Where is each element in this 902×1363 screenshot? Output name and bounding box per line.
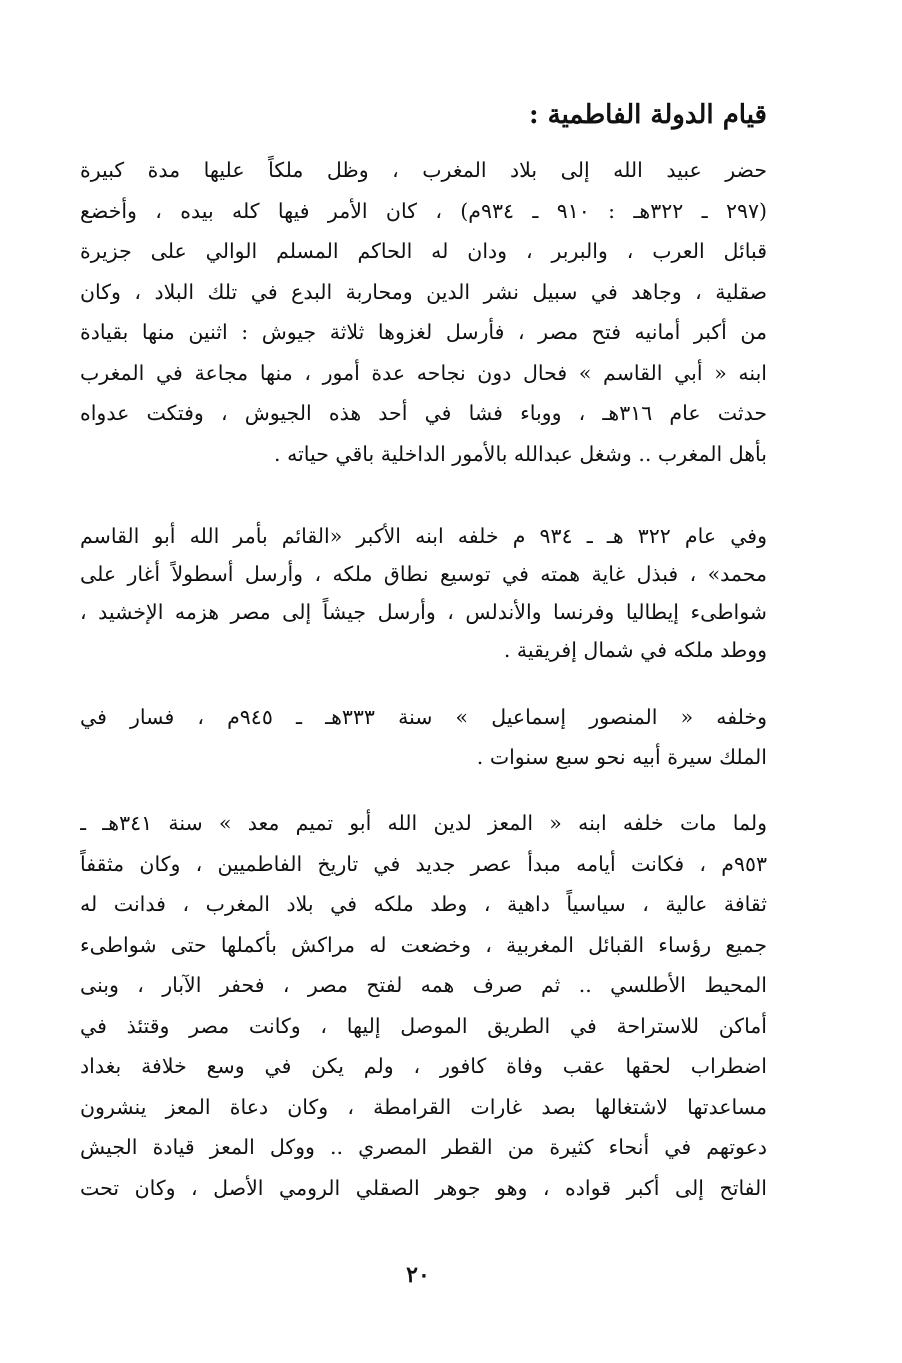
paragraph-1 [80,150,767,474]
text-line: جميع رؤساء القبائل المغربية ، وخضعت له مراكش بأكملها حتى شواطىء [80,932,767,957]
page-number: ٢٠ [406,1262,430,1288]
text-line: الملك سيرة أبيه نحو سبع سنوات . [476,745,767,769]
text-line: ووطد ملكه في شمال إفريقية . [503,638,767,662]
text-line: قبائل العرب ، والبربر ، ودان له الحاكم المسلم الوالي على جزيرة [80,239,767,263]
text-line: المحيط الأطلسي .. ثم صرف همه لفتح مصر ، فحفر الآبار ، وبنى [80,973,767,997]
text-line: حدثت عام ٣١٦هـ ، ووباء فشا في أحد هذه الجيوش ، وفتكت عدواه [80,401,767,425]
text-line: ولما مات خلفه ابنه « المعز لدين الله أبو تميم معد » سنة ٣٤١هـ ـ [80,811,767,835]
text-line: (٢٩٧ ـ ٣٢٢هـ : ٩١٠ ـ ٩٣٤م) ، كان الأمر فيها كله بيده ، وأخضع [80,198,767,223]
text-line: بأهل المغرب .. وشغل عبدالله بالأمور الداخلية باقي حياته . [274,441,767,466]
paragraph-4 [80,803,767,1208]
text-line: اضطراب لحقها عقب وفاة كافور ، ولم يكن في وسع خلافة بغداد [80,1054,767,1078]
text-line: مساعدتها لاشتغالها بصد غارات القرامطة ، وكان دعاة المعز ينشرون [80,1094,767,1119]
section-heading: قيام الدولة الفاطمية : [529,100,767,130]
text-line: ٩٥٣م ، فكانت أيامه مبدأ عصر جديد في تاريخ الفاطميين ، وكان مثقفاً [80,851,767,876]
text-line: حضر عبيد الله إلى بلاد المغرب ، وظل ملكاً عليها مدة كبيرة [80,158,767,182]
text-line: أماكن للاستراحة في الطريق الموصل إليها ، وكانت مصر وقتئذ في [80,1013,767,1038]
text-line: دعوتهم في أنحاء كثيرة من القطر المصري .. ووكل المعز قيادة الجيش [80,1135,767,1159]
text-line: ابنه « أبي القاسم » فحال دون نجاحه عدة أمور ، منها مجاعة في المغرب [80,360,767,385]
text-line: من أكبر أمانيه فتح مصر ، فأرسل لغزوها ثلاثة جيوش : اثنين منها بقيادة [80,320,767,344]
text-line: الفاتح إلى أكبر قواده ، وهو جوهر الصقلي الرومي الأصل ، وكان تحت [80,1175,767,1200]
text-line: محمد» ، فبذل غاية همته في توسيع نطاق ملكه ، وأرسل أسطولاً أغار على [80,562,767,586]
text-line: وفي عام ٣٢٢ هـ ـ ٩٣٤ م خلفه ابنه الأكبر «القائم بأمر الله أبو القاسم [80,524,767,548]
text-line: صقلية ، وجاهد في سبيل نشر الدين ومحاربة البدع في تلك البلاد ، وكان [80,279,767,304]
text-line: شواطىء إيطاليا وفرنسا والأندلس ، وأرسل جيشاً إلى مصر هزمه الإخشيد ، [80,600,767,624]
paragraph-2 [80,517,767,669]
text-line: ثقافة عالية ، سياسياً داهية ، وطد ملكه في بلاد المغرب ، فدانت له [80,892,767,916]
paragraph-3 [80,697,767,777]
text-line: وخلفه « المنصور إسماعيل » سنة ٣٣٣هـ ـ ٩٤٥م ، فسار في [80,705,767,729]
